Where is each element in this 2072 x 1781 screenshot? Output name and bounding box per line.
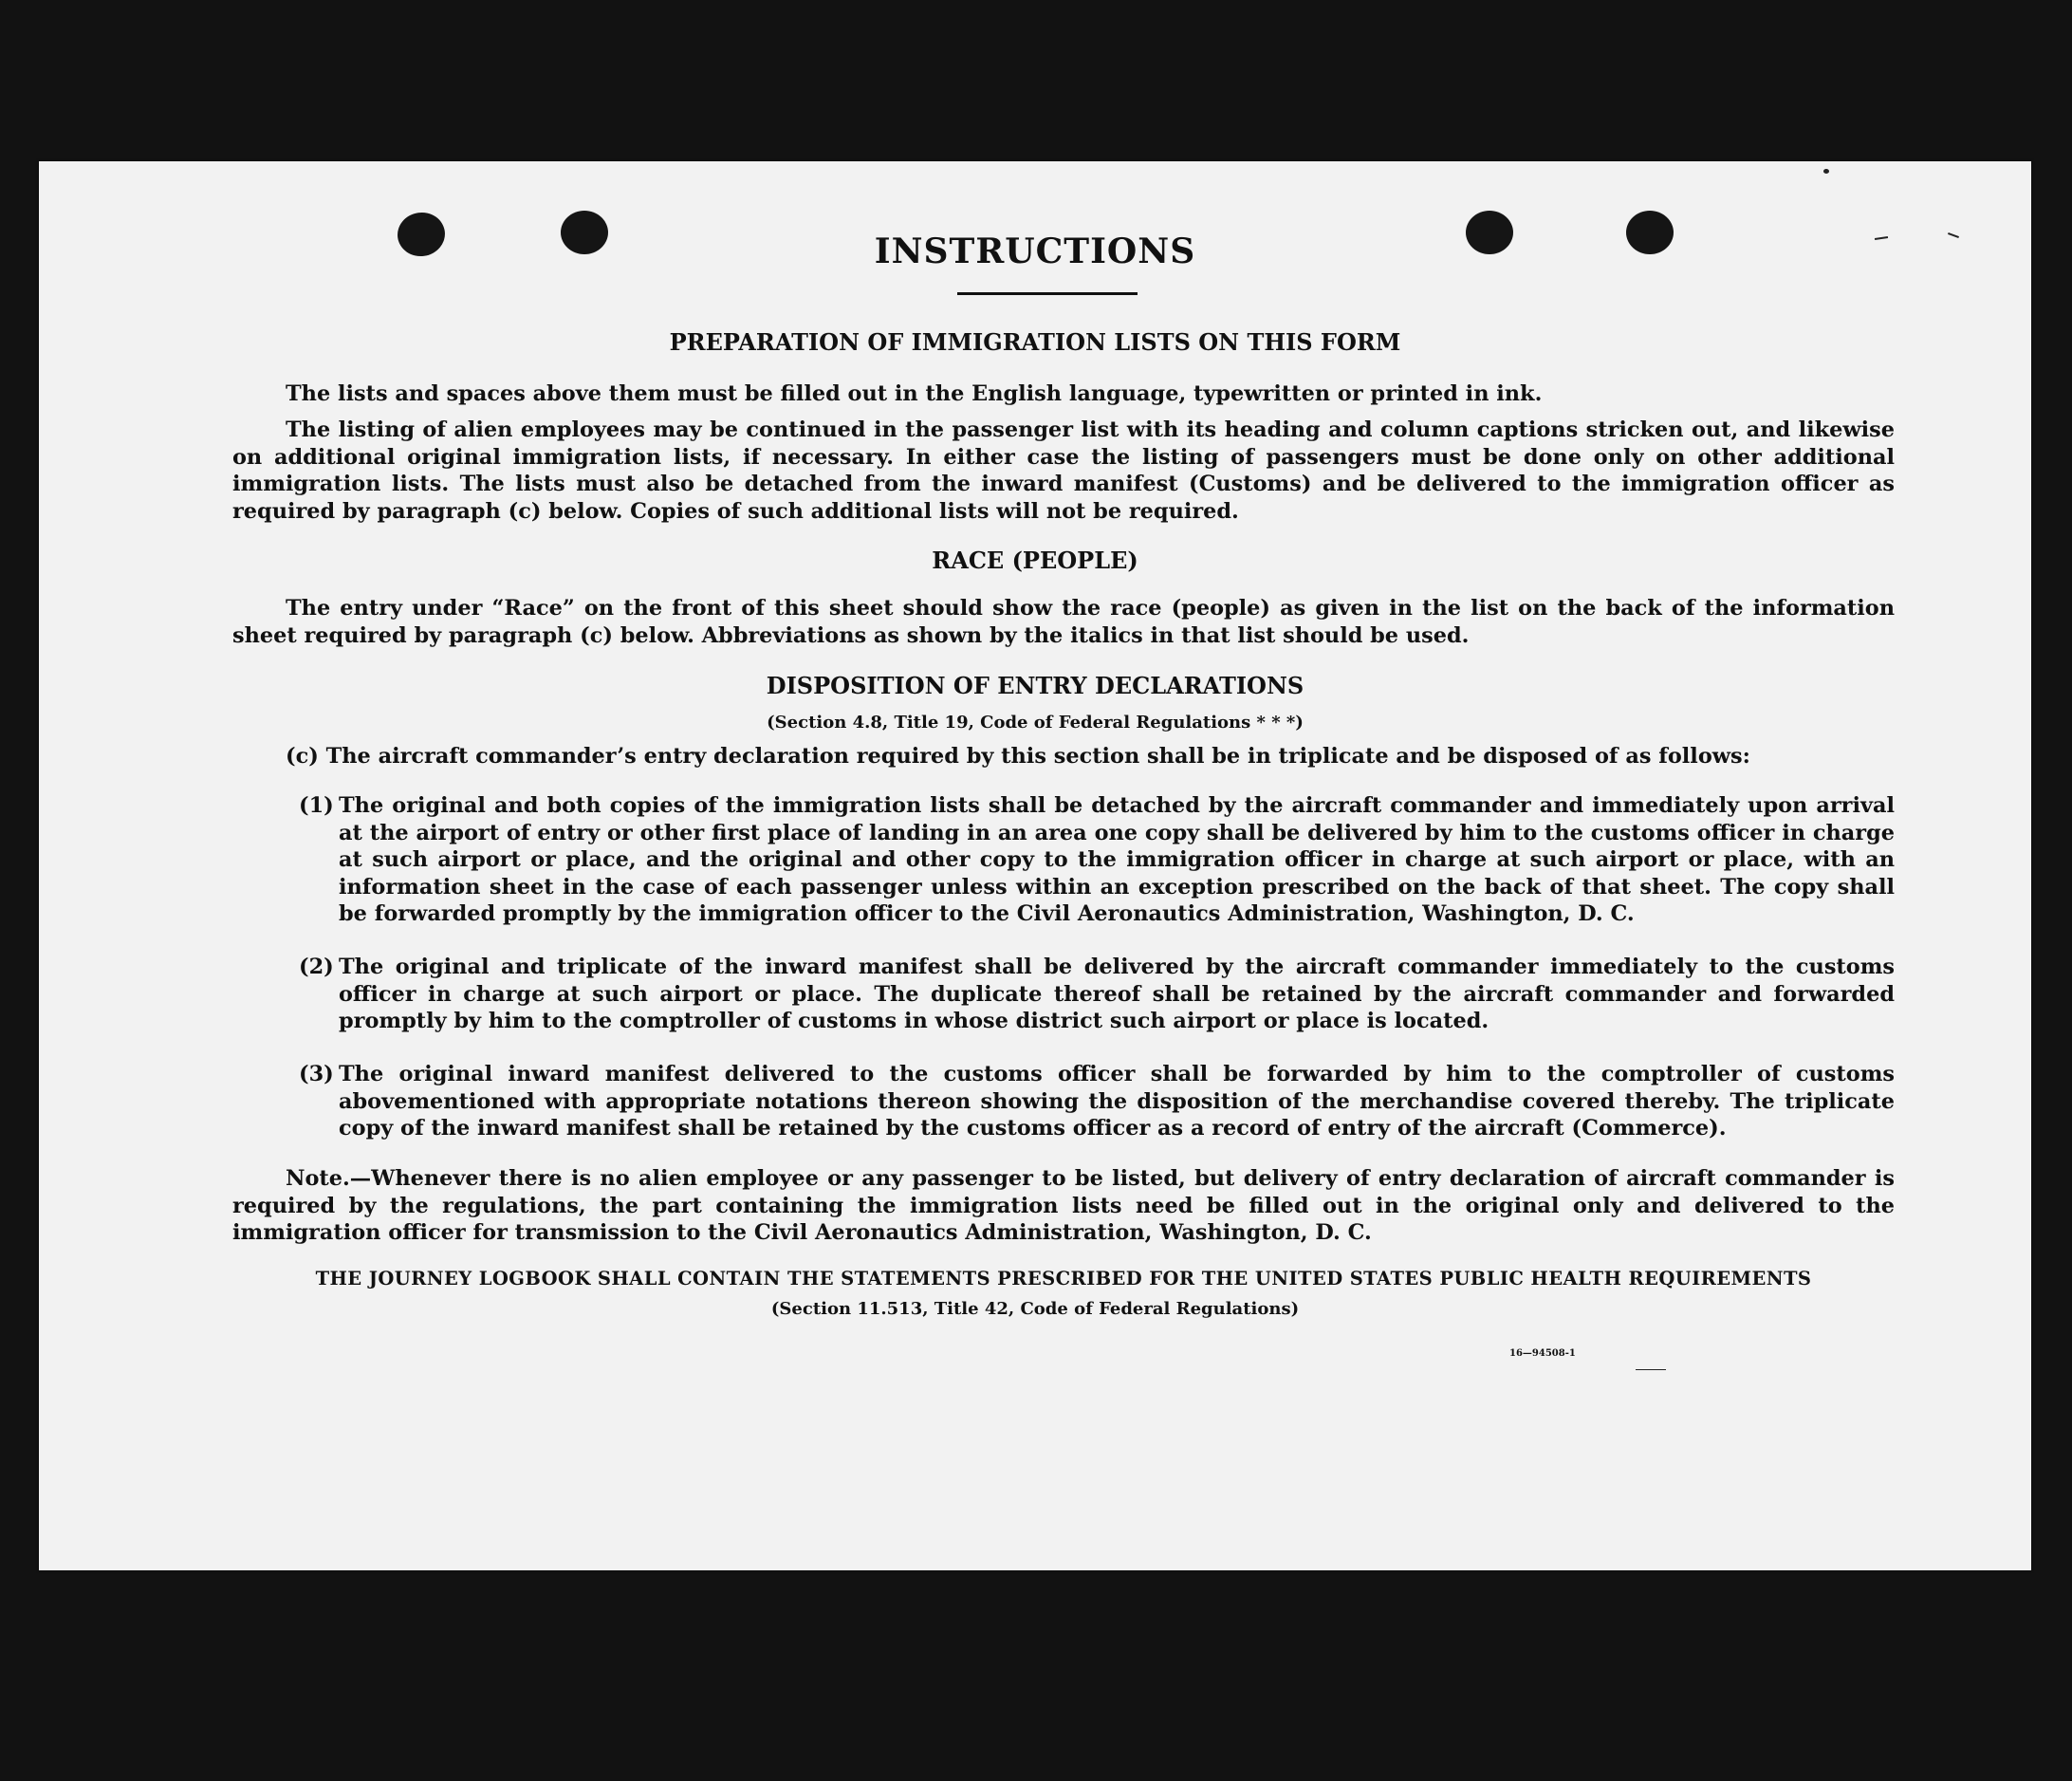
item-number: (3) [299, 1062, 334, 1086]
preparation-para-2: The listing of alien employees may be continued in the passenger list with its heading and column captions stricken out, and likewise on additional original immigration lists, if necessary. In either case the listing of passengers must be done only on other additional immigration lists. The lists must also be detached from the inward manifest (Customs) and be delivered to the immigration officer as required by paragraph (c) below. Copies of such additional lists will not be required. [232, 417, 1895, 524]
page-title: INSTRUCTIONS [874, 232, 1196, 271]
note-para: Note.—Whenever there is no alien employee or any passenger to be listed, but delivery of entry declaration of aircraft commander is required by the regulations, the part containing the immigration lists need be filled out in the original only and delivered to the immigration officer for transmission to the Civil Aeronautics Administration, Washington, D. C. [232, 1166, 1895, 1246]
logbook-citation: (Section 11.513, Title 42, Code of Federal Regulations) [770, 1299, 1300, 1319]
item-number: (1) [299, 793, 334, 818]
preparation-heading: PREPARATION OF IMMIGRATION LISTS ON THIS FORM [669, 328, 1401, 356]
disposition-heading: DISPOSITION OF ENTRY DECLARATIONS [766, 672, 1304, 699]
disposition-intro: (c) The aircraft commander’s entry declaration required by this section shall be in triplicate and be disposed of as follows: [286, 744, 1750, 769]
form-number: 16—94508-1 [1509, 1348, 1576, 1359]
disposition-citation: (Section 4.8, Title 19, Code of Federal Regulations * * *) [767, 713, 1304, 733]
item-text: The original inward manifest delivered to the customs officer shall be forwarded by him to the comptroller of customs abovementioned with appropriate notations thereon showing the disposition of the merchandise covered thereby. The triplicate copy of the inward manifest shall be retained by the customs officer as a record of entry of the aircraft (Commerce). [339, 1062, 1895, 1141]
document-sheet [39, 161, 2031, 1570]
race-para: The entry under “Race” on the front of this sheet should show the race (people) as given in the list on the back of the information sheet required by paragraph (c) below. Abbreviations as shown by the italics in that list should be used. [232, 596, 1895, 648]
logbook-statement: THE JOURNEY LOGBOOK SHALL CONTAIN THE STATEMENTS PRESCRIBED FOR THE UNITED STATES PUBLIC HEALTH REQUIREMENTS [315, 1268, 1812, 1289]
scan-mark [1636, 1369, 1666, 1370]
scan-mark [1823, 169, 1829, 174]
item-text: The original and both copies of the immigration lists shall be detached by the aircraft commander and immediately upon arrival at the airport of entry or other first place of landing in an area one copy shall be delivered by him to the customs officer in charge at such airport or place, and the original and other copy to the immigration officer in charge at such airport or place, with an information sheet in the case of each passenger unless within an exception prescribed on the back of that sheet. The copy shall be forwarded promptly by the immigration officer to the Civil Aeronautics Administration, Washington, D. C. [339, 793, 1895, 927]
item-text: The original and triplicate of the inward manifest shall be delivered by the aircraft commander immediately to the customs officer in charge at such airport or place. The duplicate thereof shall be retained by the aircraft commander and forwarded promptly by him to the comptroller of customs in whose district such airport or place is located. [339, 955, 1895, 1034]
item-number: (2) [299, 955, 334, 979]
title-underline [957, 292, 1138, 295]
disposition-item-2 [299, 954, 1895, 1035]
preparation-para-1: The lists and spaces above them must be filled out in the English language, typewritten or printed in ink. [286, 381, 1543, 406]
disposition-item-1 [299, 792, 1895, 928]
race-heading: RACE (PEOPLE) [932, 547, 1138, 574]
disposition-item-3 [299, 1061, 1895, 1142]
